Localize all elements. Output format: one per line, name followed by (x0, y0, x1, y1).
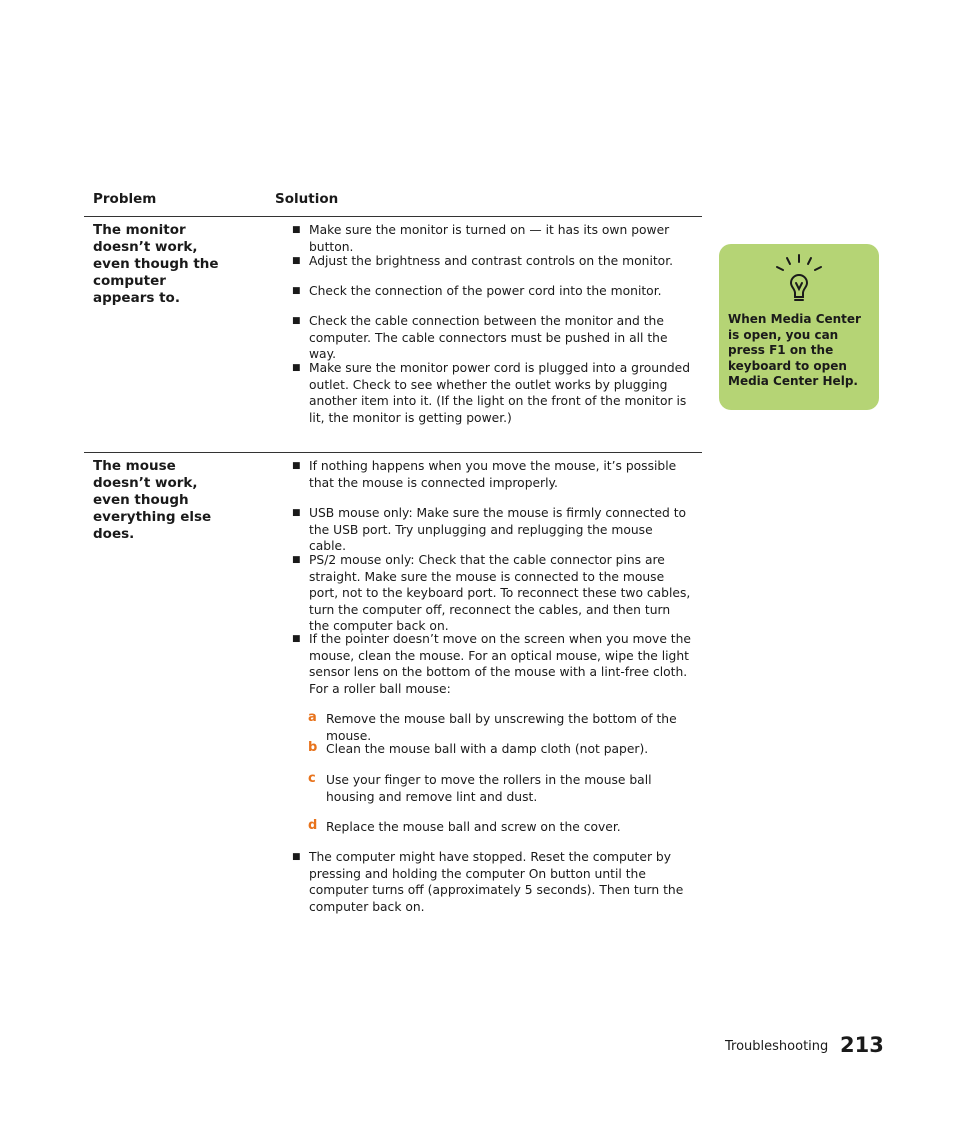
bullet-icon: ■ (292, 225, 301, 235)
row-divider (84, 452, 702, 453)
substep-text: Clean the mouse ball with a damp cloth (not paper). (326, 742, 649, 756)
substep-letter: c (308, 771, 316, 786)
substep-letter: b (308, 740, 318, 755)
bullet-icon: ■ (292, 555, 301, 565)
bullet-icon: ■ (292, 256, 301, 266)
bullet-icon: ■ (292, 852, 301, 862)
solution-text: The computer might have stopped. Reset the computer by pressing and holding the computer On button until the computer turns off (approximately 5 seconds). Then turn the computer back on. (309, 850, 684, 914)
footer-section-label: Troubleshooting (725, 1039, 829, 1054)
bullet-icon: ■ (292, 316, 301, 326)
lightbulb-icon (771, 252, 827, 308)
column-header-problem: Problem (93, 191, 157, 207)
solution-text: USB mouse only: Make sure the mouse is firmly connected to the USB port. Try unplugging and replugging the mouse cable. (309, 506, 687, 553)
bullet-icon: ■ (292, 461, 301, 471)
solution-text: Check the cable connection between the monitor and the computer. The cable connectors must be pushed in all the way. (309, 314, 668, 361)
problem-mouse: The mouse doesn’t work, even though everything else does. (93, 458, 212, 542)
solution-text: Check the connection of the power cord into the monitor. (309, 284, 662, 298)
substep-text: Remove the mouse ball by unscrewing the bottom of the mouse. (326, 712, 677, 743)
substep-text: Replace the mouse ball and screw on the cover. (326, 820, 621, 834)
solution-text: Make sure the monitor power cord is plugged into a grounded outlet. Check to see whether the outlet works by plugging another item into it. (If the light on the front of the monitor is lit, the monitor is getting power.) (309, 361, 691, 425)
problem-monitor: The monitor doesn’t work, even though the computer appears to. (93, 222, 219, 306)
bullet-icon: ■ (292, 634, 301, 644)
solution-text: If nothing happens when you move the mouse, it’s possible that the mouse is connected improperly. (309, 459, 677, 490)
tip-box (719, 244, 879, 410)
table-header-rule (84, 216, 702, 217)
substep-text: Use your finger to move the rollers in the mouse ball housing and remove lint and dust. (326, 773, 652, 804)
bullet-icon: ■ (292, 286, 301, 296)
substep-letter: d (308, 818, 318, 833)
solution-text: Adjust the brightness and contrast controls on the monitor. (309, 254, 674, 268)
substep-letter: a (308, 710, 317, 725)
tip-text: When Media Center is open, you can press F1 on the keyboard to open Media Center Help. (728, 312, 861, 388)
solution-text: If the pointer doesn’t move on the screen when you move the mouse, clean the mouse. For an optical mouse, wipe the light sensor lens on the bottom of the mouse with a lint-free cloth. For a roller ball mouse: (309, 632, 691, 696)
column-header-solution: Solution (275, 191, 339, 207)
bullet-icon: ■ (292, 363, 301, 373)
solution-text: PS/2 mouse only: Check that the cable connector pins are straight. Make sure the mouse is connected to the mouse port, not to the keyboard port. To reconnect these two cables, turn the computer off, reconnect the cables, and then turn the computer back on. (309, 553, 691, 633)
solution-text: Make sure the monitor is turned on — it has its own power button. (309, 223, 670, 254)
bullet-icon: ■ (292, 508, 301, 518)
page-number: 213 (840, 1033, 884, 1057)
